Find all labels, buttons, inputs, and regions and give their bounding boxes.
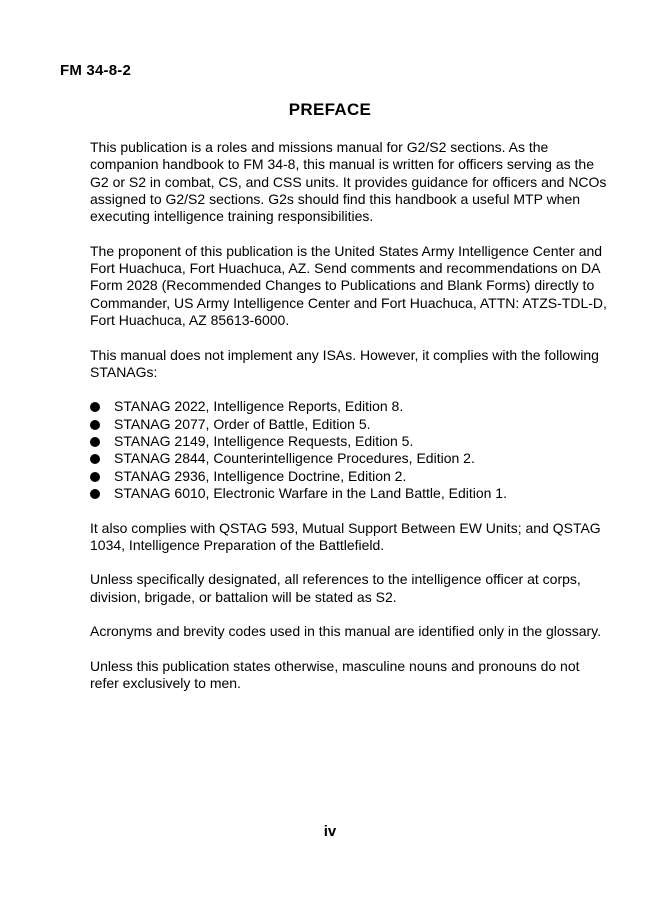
- bullet-icon: [90, 489, 100, 499]
- stanag-text: STANAG 6010, Electronic Warfare in the Land Battle, Edition 1.: [114, 484, 507, 501]
- stanag-text: STANAG 2149, Intelligence Requests, Edition 5.: [114, 433, 414, 450]
- list-item: [90, 485, 610, 502]
- stanag-text: STANAG 2022, Intelligence Reports, Edition 8.: [114, 398, 404, 415]
- bullet-icon: [90, 420, 100, 430]
- page-number: iv: [323, 823, 337, 840]
- paragraph-s2-references: Unless specifically designated, all references to the intelligence officer at corps, division, brigade, or battalion will be stated as S2.: [90, 571, 581, 605]
- page-title: PREFACE: [288, 100, 372, 119]
- stanag-text: STANAG 2077, Order of Battle, Edition 5.: [114, 415, 371, 432]
- bullet-icon: [90, 472, 100, 482]
- list-item: [90, 398, 610, 415]
- paragraph-gender: Unless this publication states otherwise, masculine nouns and pronouns do not refer exclusively to men.: [90, 657, 580, 692]
- paragraph-acronyms: Acronyms and brevity codes used in this manual are identified only in the glossary.: [90, 623, 602, 640]
- list-item: [90, 433, 610, 450]
- stanag-text: STANAG 2936, Intelligence Doctrine, Edition 2.: [114, 467, 407, 484]
- paragraph-stanag-intro: This manual does not implement any ISAs. However, it complies with the following STANAGs:: [90, 346, 599, 380]
- bullet-icon: [90, 454, 100, 464]
- stanag-text: STANAG 2844, Counterintelligence Procedures, Edition 2.: [114, 450, 475, 467]
- paragraph-qstag: It also complies with QSTAG 593, Mutual Support Between EW Units; and QSTAG 1034, Intelligence Preparation of the Battlefield.: [90, 519, 601, 553]
- paragraph-purpose: This publication is a roles and missions manual for G2/S2 sections. As the companion handbook to FM 34-8, this manual is written for officers serving as the G2 or S2 in combat, CS, and CSS units. It provides guidance for officers and NCOs assigned to G2/S2 sections. G2s should find this handbook a useful MTP when executing intelligence training responsibilities.: [90, 139, 607, 225]
- list-item: [90, 416, 610, 433]
- preface-body: [90, 139, 610, 710]
- bullet-icon: [90, 402, 100, 412]
- bullet-icon: [90, 437, 100, 447]
- list-item: [90, 450, 610, 467]
- manual-id-header: FM 34-8-2: [60, 62, 131, 79]
- stanag-list: [90, 398, 610, 502]
- list-item: [90, 468, 610, 485]
- paragraph-proponent: The proponent of this publication is the United States Army Intelligence Center and Fort Huachuca, Fort Huachuca, AZ. Send comments and recommendations on DA Form 2028 (Recommended Changes to Publications and Blank Forms) directly to Commander, US Army Intelligence Center and Fort Huachuca, ATTN: ATZS-TDL-D, Fort Huachuca, AZ 85613-6000.: [90, 242, 607, 328]
